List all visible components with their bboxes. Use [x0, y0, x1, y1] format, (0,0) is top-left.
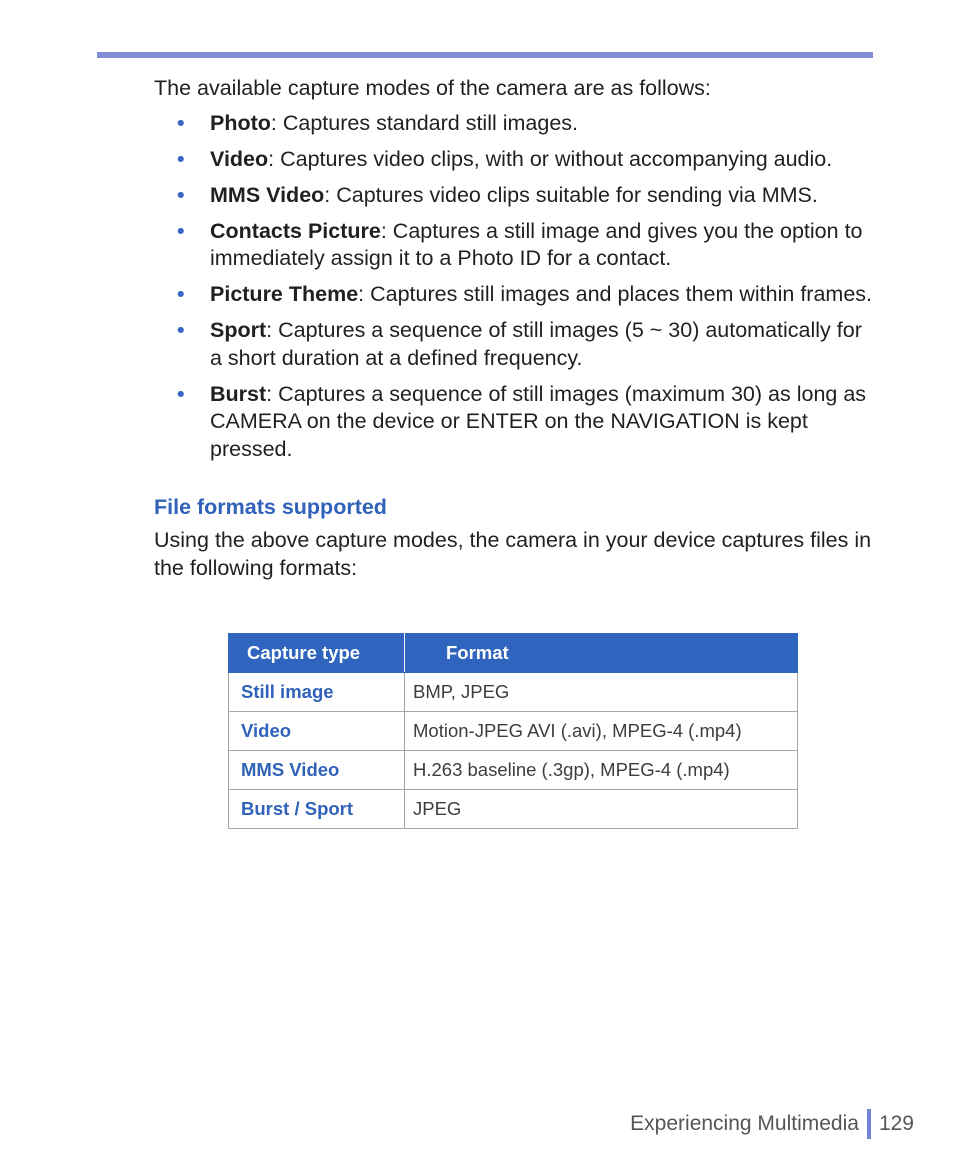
page-content — [154, 75, 874, 582]
mode-description: : Captures still images and places them within frames. — [358, 282, 872, 306]
format-cell: H.263 baseline (.3gp), MPEG-4 (.mp4) — [405, 751, 798, 790]
mode-description: : Captures a still image and gives you the option to immediately assign it to a Photo ID for a contact. — [210, 218, 863, 270]
mode-description: : Captures a sequence of still images (5 ~ 30) automatically for a short duration at a defined frequency. — [210, 318, 862, 370]
bullet-icon: • — [177, 381, 185, 406]
mode-name: Burst — [210, 381, 267, 406]
table-row — [229, 712, 798, 751]
list-item — [154, 146, 874, 174]
mode-name: Video — [210, 146, 269, 171]
mode-name: Picture Theme — [210, 282, 359, 306]
page-number: 129 — [878, 1112, 914, 1135]
intro-paragraph: The available capture modes of the camera are as follows: — [154, 76, 711, 100]
mode-name: Contacts Picture — [210, 218, 381, 243]
section-heading: File formats supported — [154, 495, 387, 519]
bullet-icon: • — [177, 282, 185, 306]
list-item — [154, 182, 874, 210]
mode-name: Sport — [210, 318, 267, 342]
mode-name: Photo — [210, 110, 271, 135]
mode-description: : Captures a sequence of still images (maximum 30) as long as CAMERA on the device or ENTER on the NAVIGATION is kept pressed. — [210, 381, 867, 461]
mode-description: : Captures standard still images. — [270, 110, 579, 135]
column-header-capture-type: Capture type — [229, 634, 405, 673]
bullet-icon: • — [177, 146, 185, 171]
footer-divider — [867, 1109, 871, 1139]
table-row — [229, 790, 798, 829]
list-item — [154, 110, 874, 138]
capture-type-cell: Still image — [229, 673, 405, 712]
table-header-row — [229, 634, 798, 673]
column-header-format: Format — [405, 634, 798, 673]
list-item — [154, 381, 874, 464]
section-lead-paragraph: Using the above capture modes, the camera in your device captures files in the following formats: — [154, 528, 872, 580]
mode-description: : Captures video clips suitable for sending via MMS. — [324, 182, 818, 207]
chapter-title: Experiencing Multimedia — [630, 1112, 859, 1135]
capture-type-cell: MMS Video — [229, 751, 405, 790]
capture-type-cell: Video — [229, 712, 405, 751]
capture-type-cell: Burst / Sport — [229, 790, 405, 829]
mode-description: : Captures video clips, with or without accompanying audio. — [268, 146, 833, 171]
format-cell: Motion-JPEG AVI (.avi), MPEG-4 (.mp4) — [405, 712, 798, 751]
bullet-icon: • — [177, 318, 185, 342]
list-item — [154, 317, 874, 372]
format-cell: BMP, JPEG — [405, 673, 798, 712]
capture-modes-list — [154, 110, 874, 464]
format-cell: JPEG — [405, 790, 798, 829]
bullet-icon: • — [177, 110, 185, 135]
file-formats-table — [228, 633, 798, 829]
list-item — [154, 281, 874, 309]
bullet-icon: • — [177, 182, 185, 207]
table-row — [229, 673, 798, 712]
list-item — [154, 218, 874, 273]
bullet-icon: • — [177, 218, 185, 243]
table-row — [229, 751, 798, 790]
page-footer — [630, 1109, 914, 1139]
top-rule — [97, 52, 873, 58]
mode-name: MMS Video — [210, 182, 325, 207]
